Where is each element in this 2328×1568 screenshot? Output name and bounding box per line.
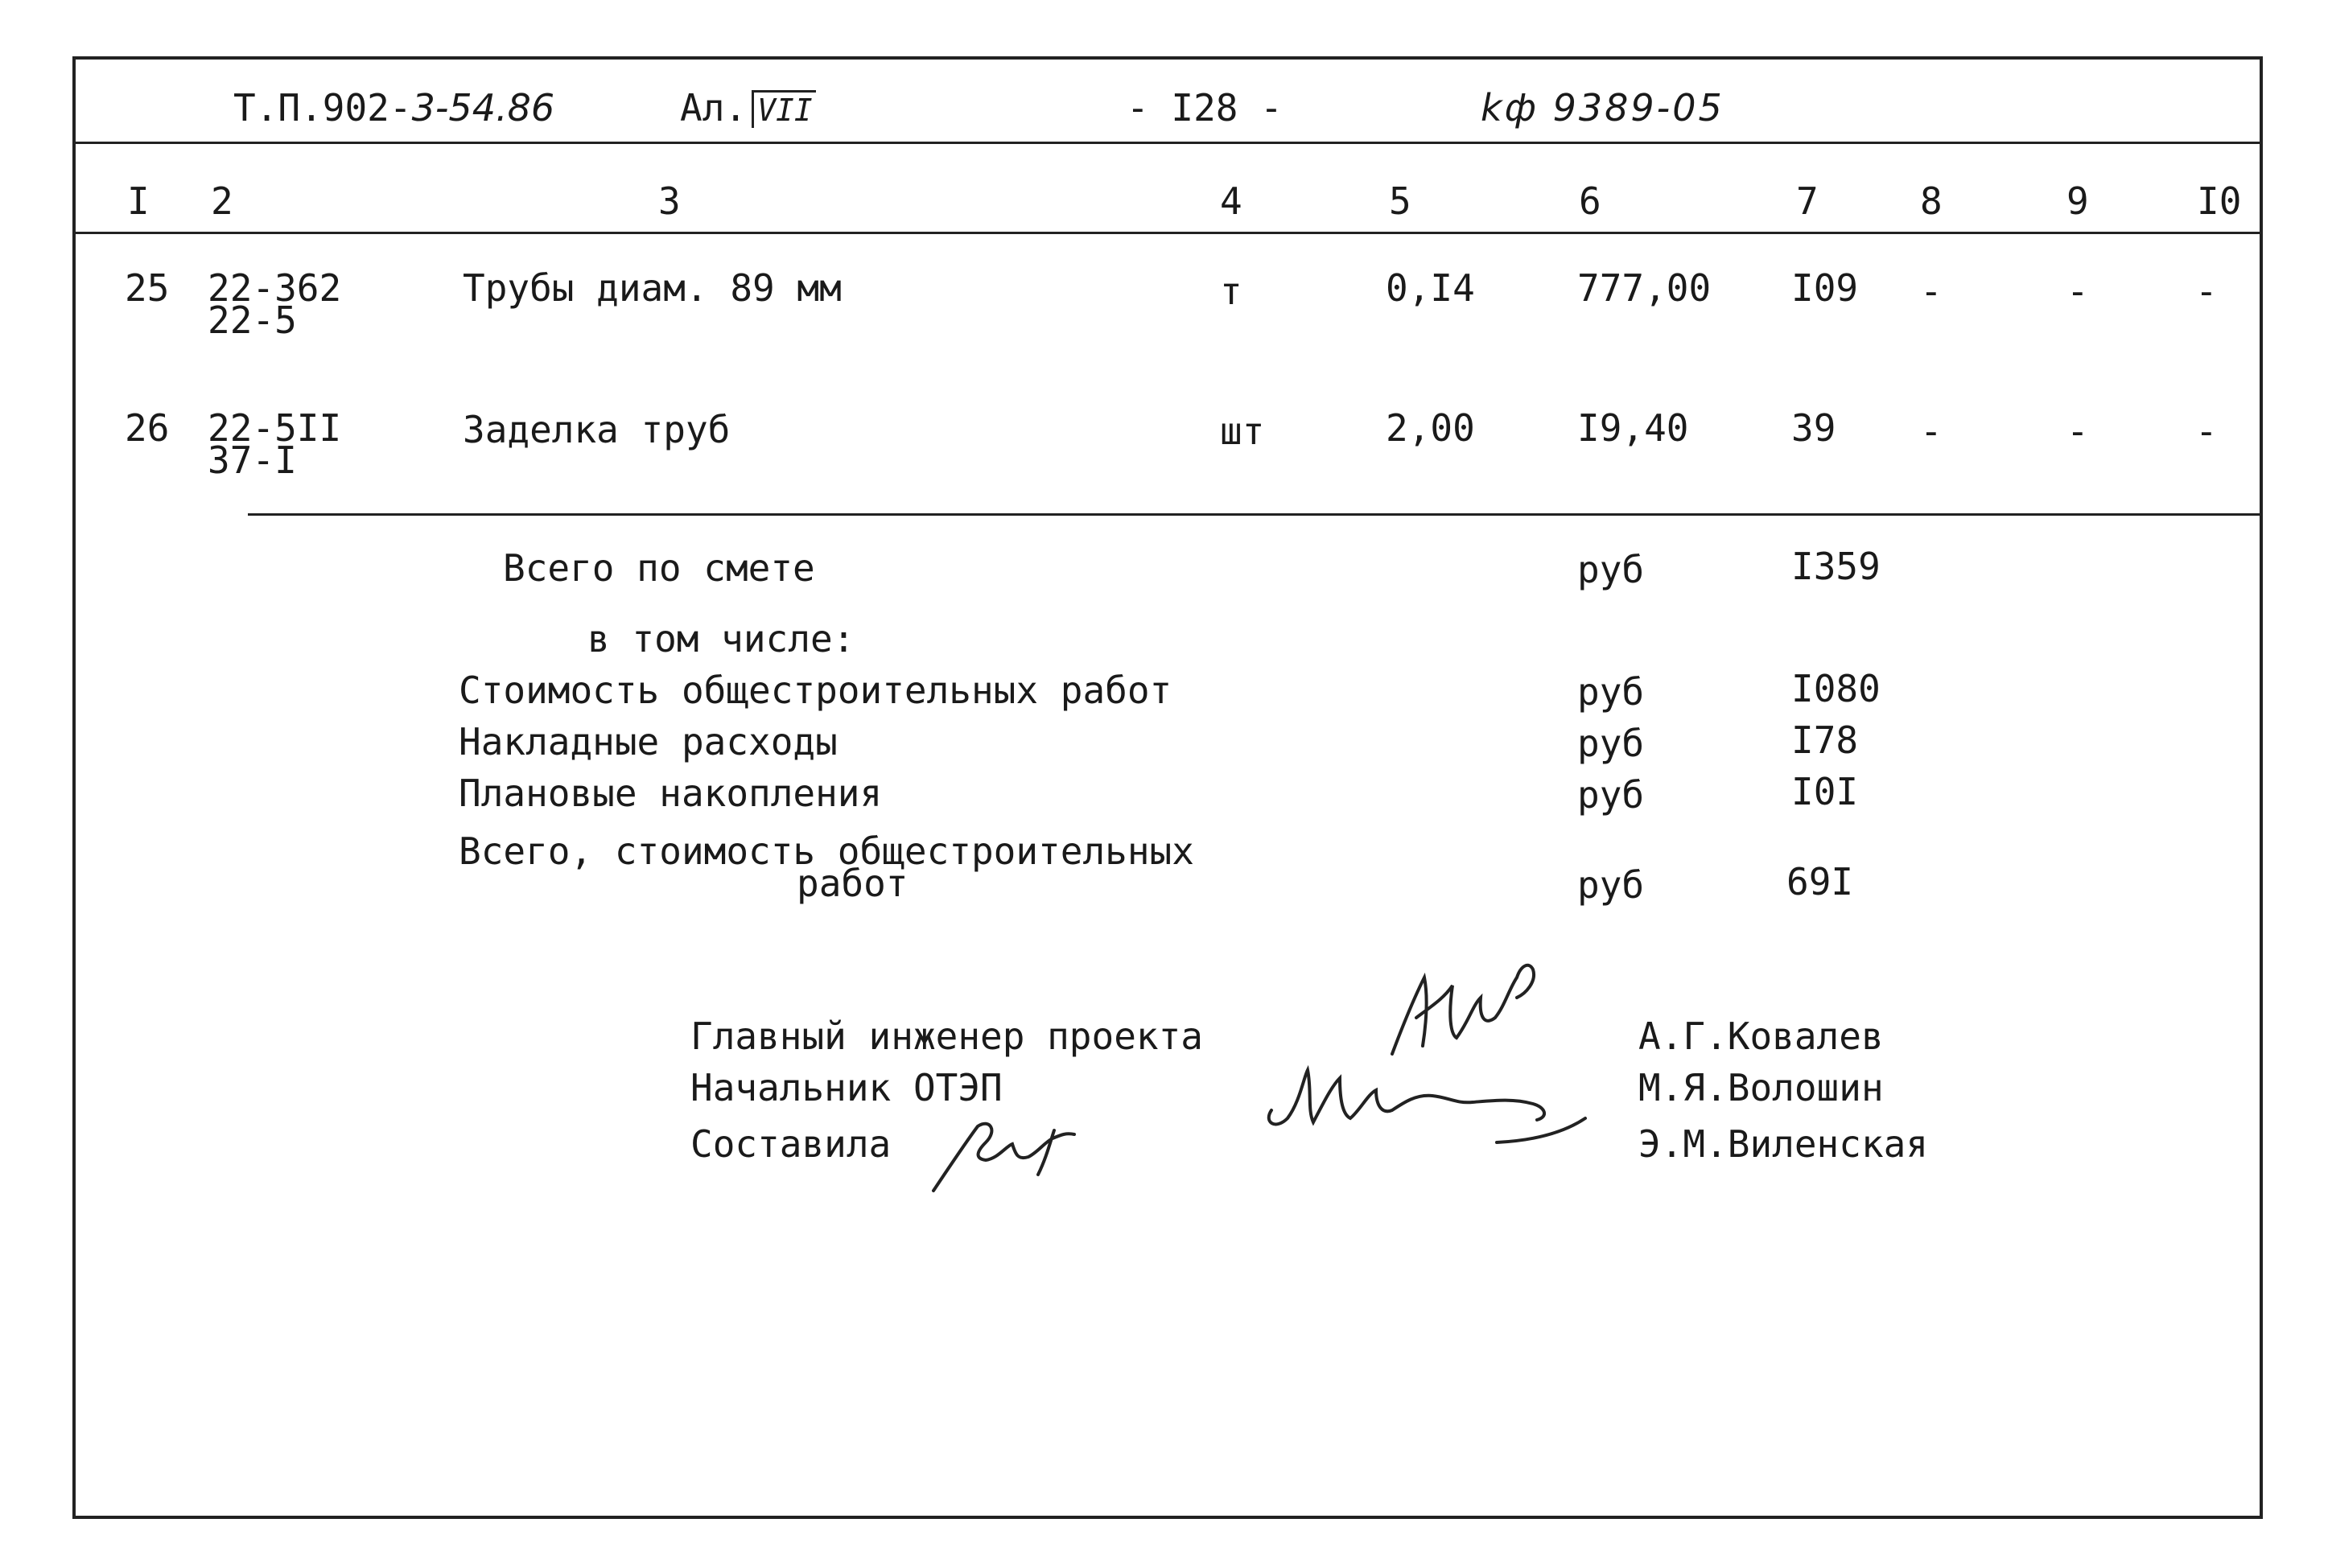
album-number: VII	[752, 90, 816, 128]
col-10-header: I0	[2197, 179, 2242, 223]
row-25-total: I09	[1791, 266, 1859, 310]
row-26-num: 26	[125, 406, 170, 450]
row-26-col9: -	[2066, 409, 2089, 453]
signature-role: Главный инженер проекта	[690, 1014, 1203, 1058]
col-3-header: 3	[658, 179, 681, 223]
summary-final-unit: руб	[1577, 863, 1645, 907]
row-25-num: 25	[125, 266, 170, 310]
col-6-header: 6	[1579, 179, 1601, 223]
col-8-header: 8	[1920, 179, 1943, 223]
row-26-code-2: 37-I	[208, 438, 297, 482]
row-26-col10: -	[2195, 409, 2218, 453]
row-26-name: Заделка труб	[463, 408, 731, 451]
summary-final-label-1: Всего, стоимость общестроительных	[459, 829, 1194, 873]
row-25-qty: 0,I4	[1386, 266, 1475, 310]
row-25-name: Трубы диам. 89 мм	[463, 266, 842, 310]
header-divider	[74, 142, 2261, 144]
summary-total-value: I359	[1791, 545, 1881, 588]
col-5-header: 5	[1389, 179, 1411, 223]
col-9-header: 9	[2066, 179, 2089, 223]
summary-final-label-2: работ	[797, 862, 909, 905]
summary-item-value: I0I	[1791, 770, 1859, 813]
row-25-code-1: 22-362	[208, 266, 342, 310]
summary-including-label: в том числе:	[587, 617, 855, 661]
summary-item-unit: руб	[1577, 773, 1645, 817]
signature-kovalev-scribble	[1368, 949, 1561, 1062]
signature-voloshin-scribble	[1255, 1054, 1609, 1159]
row-25-code-2: 22-5	[208, 298, 297, 342]
summary-divider	[248, 513, 2261, 516]
summary-final-value: 69I	[1786, 860, 1854, 903]
summary-item-unit: руб	[1577, 722, 1645, 765]
album-label: Ал. VII	[680, 87, 816, 129]
archive-number: kф 9389-05	[1481, 86, 1724, 130]
row-26-price: I9,40	[1577, 406, 1689, 450]
row-26-total: 39	[1791, 406, 1836, 450]
row-26-qty: 2,00	[1386, 406, 1475, 450]
summary-item-value: I78	[1791, 718, 1859, 762]
col-7-header: 7	[1796, 179, 1819, 223]
row-26-unit: шт	[1220, 409, 1265, 453]
signature-name: М.Я.Волошин	[1638, 1066, 1884, 1109]
row-26-col8: -	[1920, 409, 1943, 453]
doc-code: Т.П.902-3-54.86	[233, 86, 555, 130]
row-25-unit: т	[1220, 270, 1242, 313]
summary-item-label: Накладные расходы	[459, 720, 838, 763]
row-25-col9: -	[2066, 270, 2089, 313]
col-1-header: I	[127, 179, 150, 223]
summary-item-label: Стоимость общестроительных работ	[459, 669, 1172, 712]
summary-total-unit: руб	[1577, 548, 1645, 591]
col-2-header: 2	[211, 179, 233, 223]
row-25-col10: -	[2195, 270, 2218, 313]
summary-item-value: I080	[1791, 667, 1881, 710]
signature-role: Начальник ОТЭП	[690, 1066, 1003, 1109]
column-header-divider	[74, 232, 2261, 234]
page-number: - I28 -	[1127, 86, 1283, 130]
row-25-col8: -	[1920, 270, 1943, 313]
col-4-header: 4	[1220, 179, 1242, 223]
row-26-code-1: 22-5II	[208, 406, 342, 450]
summary-item-label: Плановые накопления	[459, 772, 883, 815]
signature-name: Э.М.Виленская	[1638, 1122, 1929, 1166]
signature-name: А.Г.Ковалев	[1638, 1014, 1884, 1058]
summary-item-unit: руб	[1577, 670, 1645, 714]
signature-vilenskaya-scribble	[917, 1110, 1094, 1199]
summary-total-label: Всего по смете	[503, 546, 815, 590]
signature-role: Составила	[690, 1122, 892, 1166]
row-25-price: 777,00	[1577, 266, 1712, 310]
